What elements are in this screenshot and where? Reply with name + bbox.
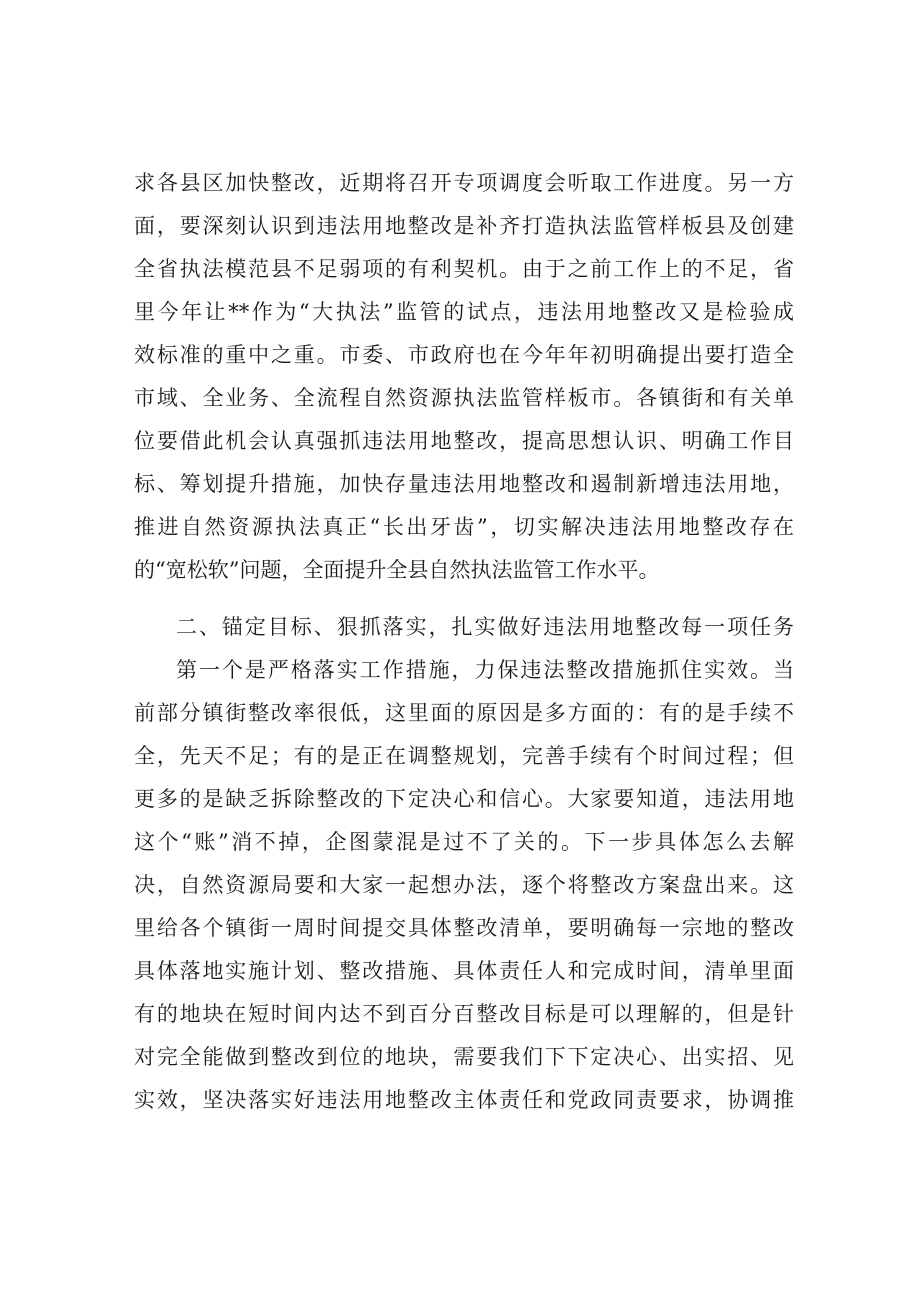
paragraph-line: 具体落地实施计划、整改措施、具体责任人和完成时间，清单里面 xyxy=(134,959,794,983)
paragraph-line: 对完全能做到整改到位的地块，需要我们下下定决心、出实招、见 xyxy=(134,1045,794,1069)
paragraph-line: 这个“账”消不掉，企图蒙混是过不了关的。下一步具体怎么去解 xyxy=(134,830,794,854)
paragraph-line: 位要借此机会认真强抓违法用地整改，提高思想认识、明确工作目 xyxy=(134,429,794,453)
paragraph-line: 推进自然资源执法真正“长出牙齿”，切实解决违法用地整改存在 xyxy=(134,515,794,539)
paragraph-line: 全省执法模范县不足弱项的有利契机。由于之前工作上的不足，省 xyxy=(134,257,794,281)
paragraph-line: 市域、全业务、全流程自然资源执法监管样板市。各镇街和有关单 xyxy=(134,386,794,410)
paragraph-line: 有的地块在短时间内达不到百分百整改目标是可以理解的，但是针 xyxy=(134,1002,794,1026)
paragraph-line: 里给各个镇街一周时间提交具体整改清单，要明确每一宗地的整改 xyxy=(134,916,794,940)
paragraph-line: 前部分镇街整改率很低，这里面的原因是多方面的：有的是手续不 xyxy=(134,701,794,725)
paragraph-line: 实效，坚决落实好违法用地整改主体责任和党政同责要求，协调推 xyxy=(134,1088,794,1112)
paragraph-line: 第一个是严格落实工作措施，力保违法整改措施抓住实效。当 xyxy=(176,658,794,682)
paragraph-line: 全，先天不足；有的是正在调整规划，完善手续有个时间过程；但 xyxy=(134,744,794,768)
section-heading: 二、锚定目标、狠抓落实，扎实做好违法用地整改每一项任务 xyxy=(176,615,794,639)
paragraph-line: 里今年让**作为“大执法”监管的试点，违法用地整改又是检验成 xyxy=(134,300,794,324)
paragraph-line: 决，自然资源局要和大家一起想办法，逐个将整改方案盘出来。这 xyxy=(134,873,794,897)
paragraph-line: 效标准的重中之重。市委、市政府也在今年年初明确提出要打造全 xyxy=(134,343,794,367)
paragraph-line: 的“宽松软”问题，全面提升全县自然执法监管工作水平。 xyxy=(134,558,660,582)
paragraph-line: 标、筹划提升措施，加快存量违法用地整改和遏制新增违法用地， xyxy=(134,472,794,496)
paragraph-line: 面，要深刻认识到违法用地整改是补齐打造执法监管样板县及创建 xyxy=(134,214,794,238)
paragraph-line: 更多的是缺乏拆除整改的下定决心和信心。大家要知道，违法用地 xyxy=(134,787,794,811)
paragraph-line: 求各县区加快整改，近期将召开专项调度会听取工作进度。另一方 xyxy=(134,171,794,195)
